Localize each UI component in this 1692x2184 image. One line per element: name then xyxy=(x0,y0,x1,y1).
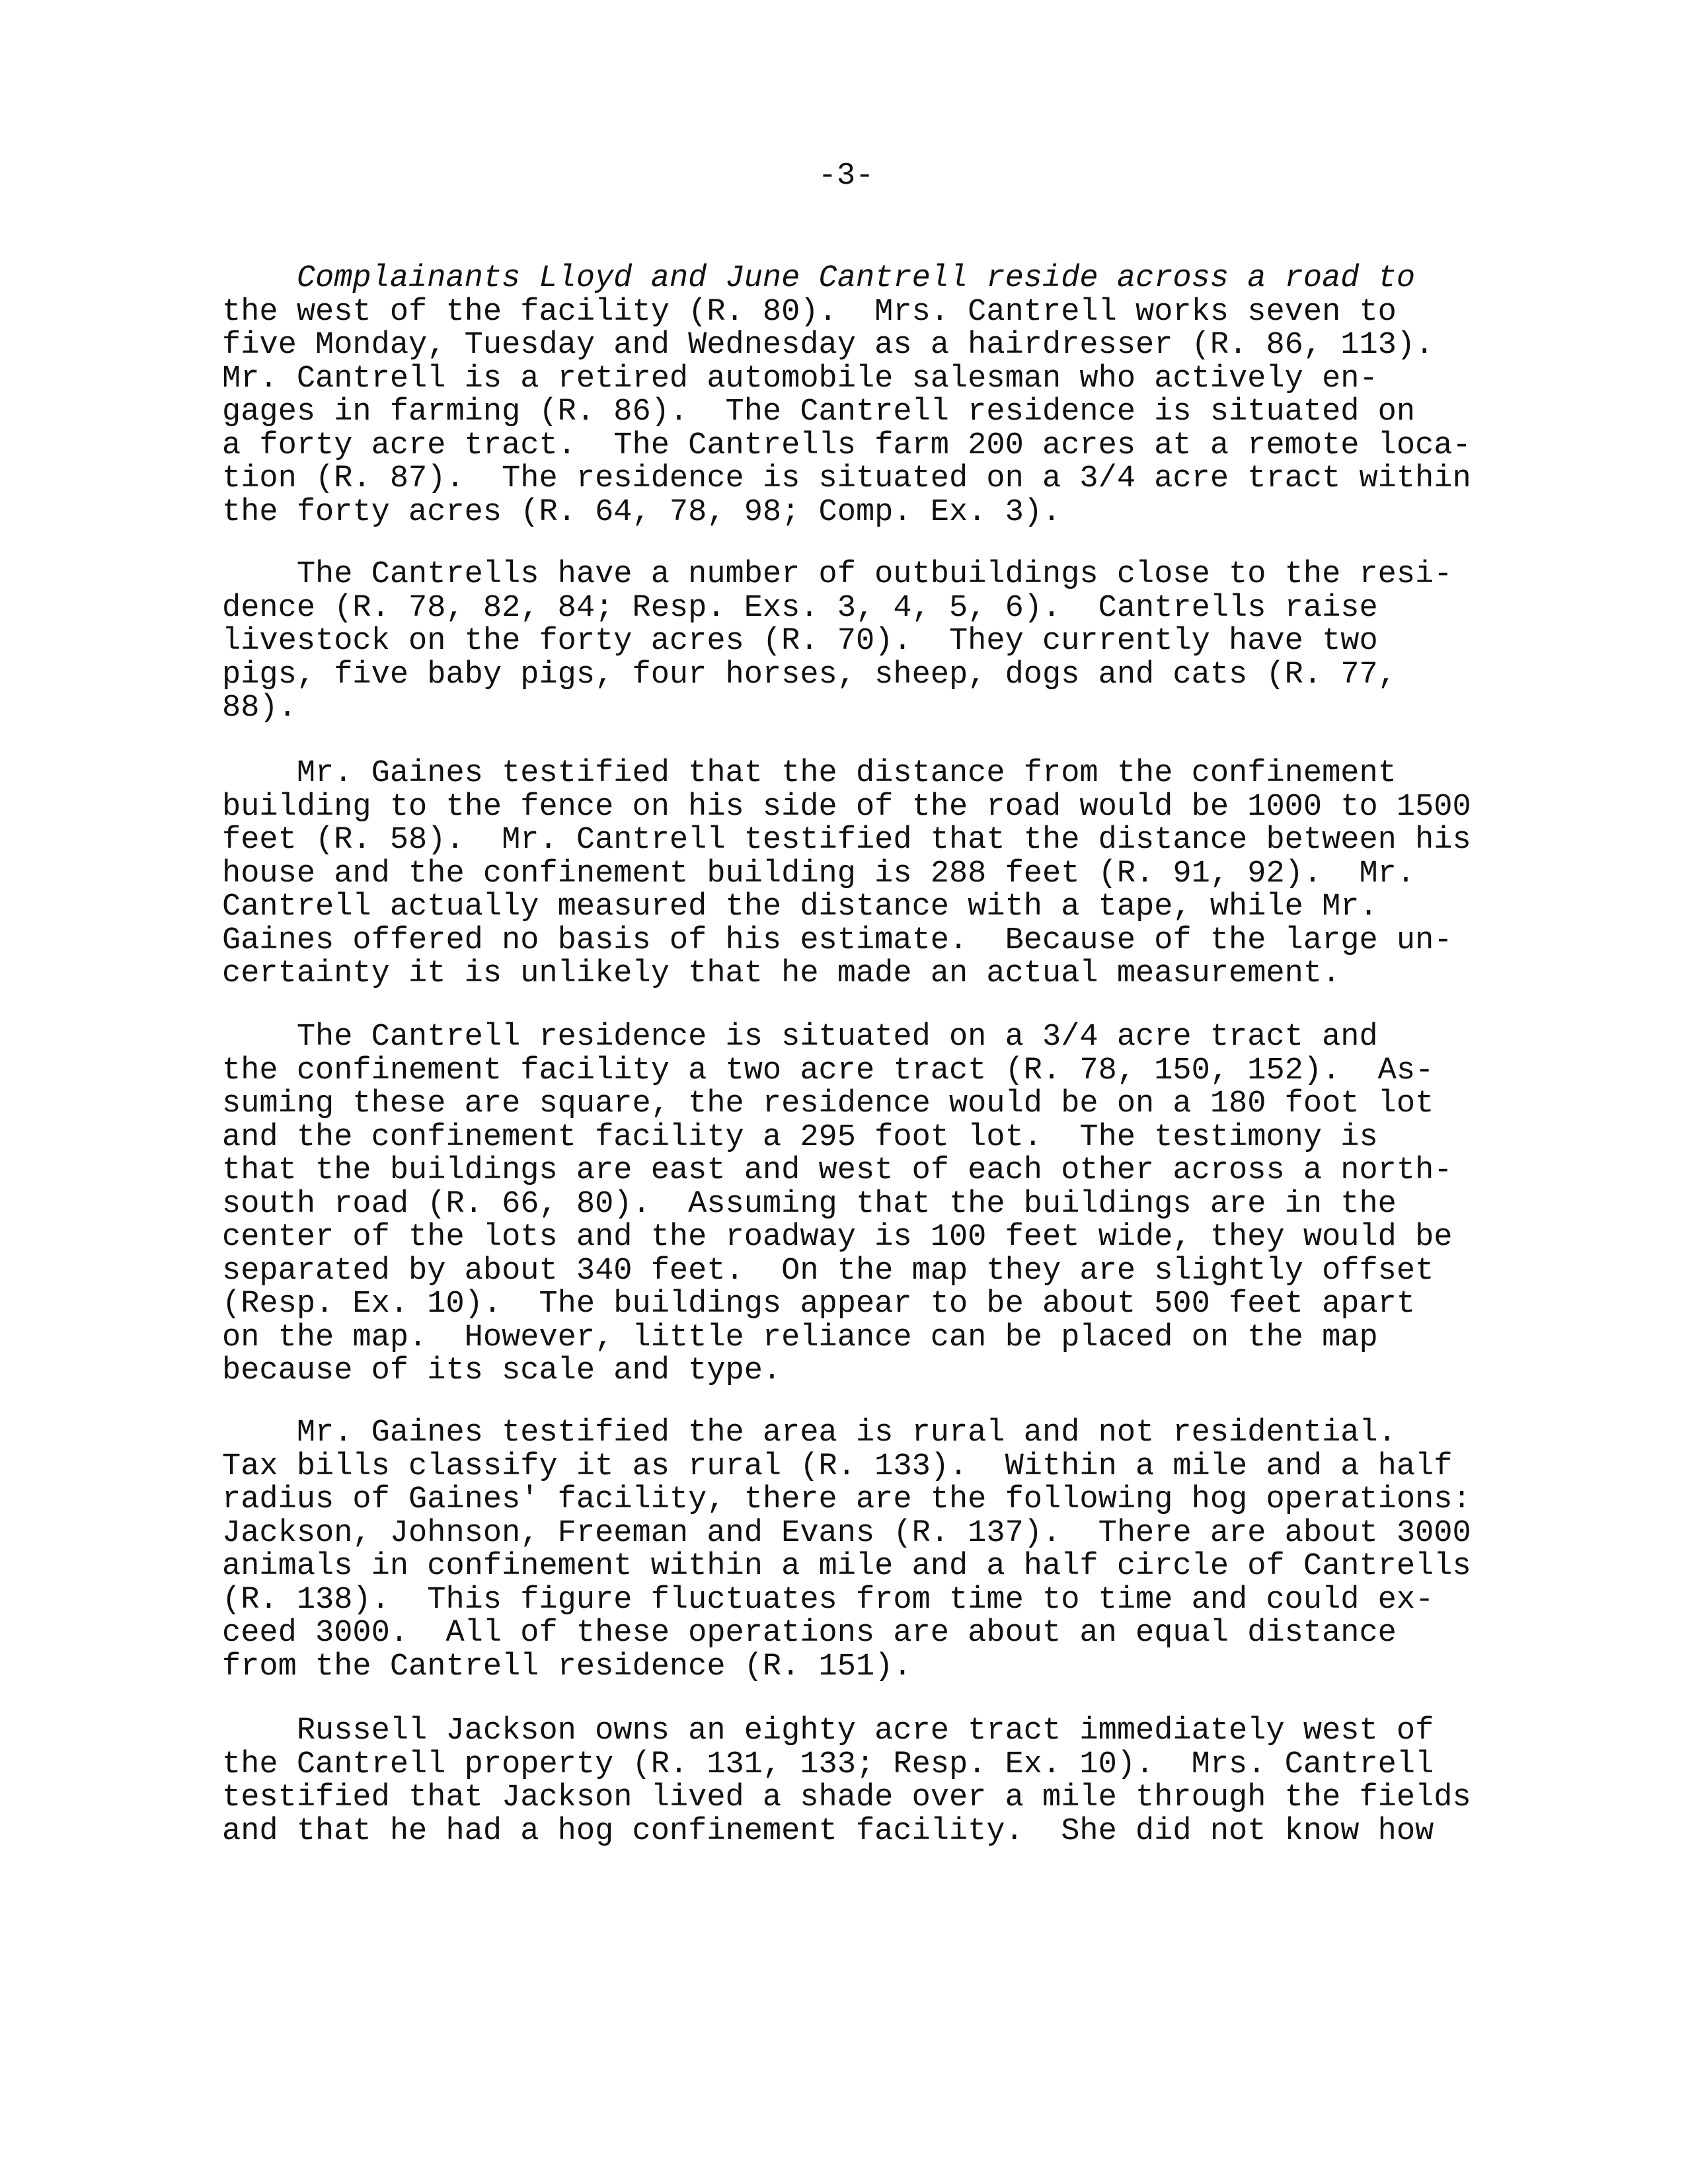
text-line: Russell Jackson owns an eighty acre tract immediately west of xyxy=(222,1713,1434,1749)
text-line: certainty it is unlikely that he made an actual measurement. xyxy=(222,956,1341,991)
text-line: south road (R. 66, 80). Assuming that the buildings are in the xyxy=(222,1186,1397,1222)
text-line: dence (R. 78, 82, 84; Resp. Exs. 3, 4, 5, 6). Cantrells raise xyxy=(222,590,1378,626)
text-line: pigs, five baby pigs, four horses, sheep, dogs and cats (R. 77, xyxy=(222,657,1397,693)
text-line: gages in farming (R. 86). The Cantrell residence is situated on xyxy=(222,395,1416,430)
text-line: Mr. Gaines testified that the distance from the confinement xyxy=(222,756,1397,791)
text-line: separated by about 340 feet. On the map they are slightly offset xyxy=(222,1253,1434,1289)
text-line: Mr. Gaines testified the area is rural and not residential. xyxy=(222,1415,1397,1450)
text-line: a forty acre tract. The Cantrells farm 200 acres at a remote loca- xyxy=(222,428,1471,463)
text-line: five Monday, Tuesday and Wednesday as a hairdresser (R. 86, 113). xyxy=(222,328,1434,363)
text-line: Cantrell actually measured the distance with a tape, while Mr. xyxy=(222,889,1378,924)
text-line: (R. 138). This figure fluctuates from time to time and could ex- xyxy=(222,1582,1434,1618)
text-line: house and the confinement building is 288 feet (R. 91, 92). Mr. xyxy=(222,856,1416,891)
text-line: because of its scale and type. xyxy=(222,1353,782,1388)
page-number: -3- xyxy=(818,159,874,194)
text-line: testified that Jackson lived a shade over a mile through the fields xyxy=(222,1780,1471,1815)
text-line: ceed 3000. All of these operations are about an equal distance xyxy=(222,1616,1397,1651)
text-line: Complainants Lloyd and June Cantrell reside across a road to xyxy=(222,261,1416,296)
text-line: animals in confinement within a mile and a half circle of Cantrells xyxy=(222,1549,1471,1584)
paragraph-distance-testimony xyxy=(222,757,1544,991)
text-line: from the Cantrell residence (R. 151). xyxy=(222,1649,912,1684)
paragraph-cantrell-residence xyxy=(222,262,1544,529)
text-line: (Resp. Ex. 10). The buildings appear to be about 500 feet apart xyxy=(222,1287,1416,1322)
text-line: Jackson, Johnson, Freeman and Evans (R. 137). There are about 3000 xyxy=(222,1515,1471,1551)
text-line: the forty acres (R. 64, 78, 98; Comp. Ex. 3). xyxy=(222,494,1061,530)
text-line: tion (R. 87). The residence is situated on a 3/4 acre tract within xyxy=(222,461,1471,496)
text-line: and that he had a hog confinement facility. She did not know how xyxy=(222,1813,1434,1849)
text-line: Mr. Cantrell is a retired automobile salesman who actively en- xyxy=(222,361,1378,396)
text-line: Gaines offered no basis of his estimate. Because of the large un- xyxy=(222,923,1453,958)
text-line: that the buildings are east and west of each other across a north- xyxy=(222,1153,1453,1188)
text-line: The Cantrells have a number of outbuildings close to the resi- xyxy=(222,557,1453,592)
text-line: 88). xyxy=(222,691,297,726)
text-line: and the confinement facility a 295 foot lot. The testimony is xyxy=(222,1119,1378,1155)
text-line: on the map. However, little reliance can be placed on the map xyxy=(222,1320,1378,1355)
paragraph-outbuildings xyxy=(222,558,1544,726)
text-line: the Cantrell property (R. 131, 133; Resp. Ex. 10). Mrs. Cantrell xyxy=(222,1747,1434,1782)
text-line: livestock on the forty acres (R. 70). They currently have two xyxy=(222,624,1378,659)
paragraph-lot-sizes xyxy=(222,1021,1544,1388)
text-line: The Cantrell residence is situated on a 3/4 acre tract and xyxy=(222,1020,1378,1055)
text-line: suming these are square, the residence would be on a 180 foot lot xyxy=(222,1086,1434,1121)
text-line: center of the lots and the roadway is 100 feet wide, they would be xyxy=(222,1220,1453,1255)
text-line: building to the fence on his side of the road would be 1000 to 1500 xyxy=(222,789,1471,825)
text-line: the west of the facility (R. 80). Mrs. Cantrell works seven to xyxy=(222,294,1397,330)
text-line: radius of Gaines' facility, there are the following hog operations: xyxy=(222,1482,1471,1517)
paragraph-russell-jackson xyxy=(222,1715,1544,1848)
text-line: feet (R. 58). Mr. Cantrell testified that the distance between his xyxy=(222,823,1471,858)
paragraph-rural-area xyxy=(222,1417,1544,1684)
text-line: the confinement facility a two acre tract (R. 78, 150, 152). As- xyxy=(222,1053,1434,1088)
text-line: Tax bills classify it as rural (R. 133). Within a mile and a half xyxy=(222,1449,1453,1484)
